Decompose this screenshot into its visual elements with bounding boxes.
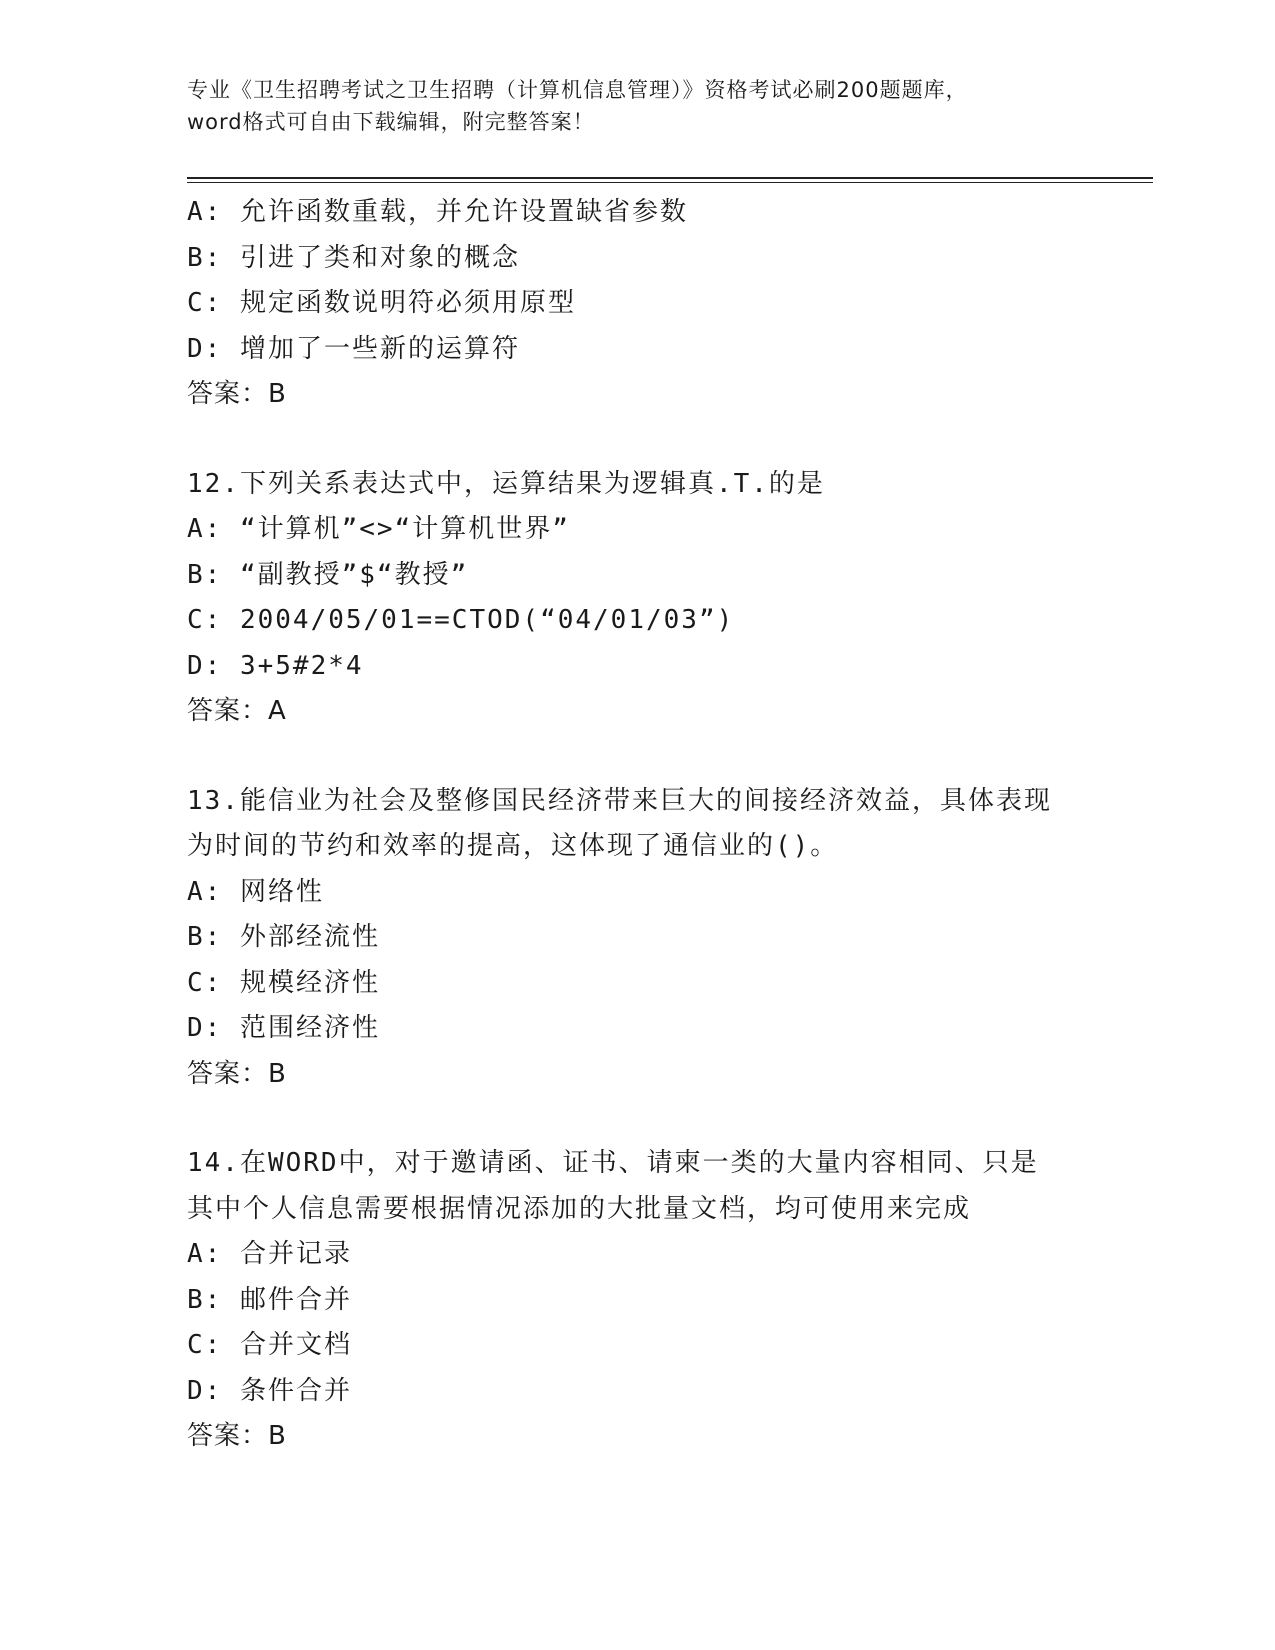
question-stem-line-1: 13.能信业为社会及整修国民经济带来巨大的间接经济效益，具体表现 (187, 785, 1052, 816)
answer: 答案：B (187, 1058, 287, 1089)
question-13 (187, 779, 1087, 1098)
option-b: B: “副教授”$“教授” (187, 559, 469, 590)
option-d: D: 条件合并 (187, 1375, 352, 1406)
option-c: C: 合并文档 (187, 1330, 352, 1360)
option-a: A: “计算机”<>“计算机世界” (187, 514, 570, 544)
answer: 答案：B (187, 379, 287, 409)
question-11 (187, 190, 1087, 418)
option-b: B: 邮件合并 (187, 1284, 352, 1315)
option-c: C: 规定函数说明符必须用原型 (187, 288, 576, 318)
header-divider-thick (187, 177, 1153, 179)
question-stem-line-1: 14.在WORD中，对于邀请函、证书、请柬一类的大量内容相同、只是 (187, 1148, 1039, 1178)
header-title-line-1: 专业《卫生招聘考试之卫生招聘（计算机信息管理）》资格考试必刷200题题库， (187, 78, 968, 102)
option-c: C: 规模经济性 (187, 967, 380, 998)
answer: 答案：A (187, 696, 287, 726)
question-list (187, 190, 1087, 1460)
header-divider-thin (187, 182, 1153, 183)
spacer (187, 418, 1087, 462)
spacer (187, 735, 1087, 779)
option-a: A: 允许函数重载，并允许设置缺省参数 (187, 197, 688, 227)
option-d: D: 3+5#2*4 (187, 650, 364, 681)
question-14 (187, 1141, 1087, 1460)
option-c: C: 2004/05/01==CTOD(“04/01/03”) (187, 605, 735, 635)
question-12 (187, 462, 1087, 735)
header-title-line-2: word格式可自由下载编辑，附完整答案！ (187, 110, 595, 134)
option-a: A: 合并记录 (187, 1239, 352, 1269)
spacer (187, 1097, 1087, 1141)
question-stem-line-2: 为时间的节约和效率的提高，这体现了通信业的()。 (187, 831, 839, 861)
answer: 答案：B (187, 1421, 287, 1451)
option-b: B: 引进了类和对象的概念 (187, 242, 520, 273)
document-header (187, 74, 1087, 138)
option-d: D: 范围经济性 (187, 1013, 380, 1043)
question-stem-line-2: 其中个人信息需要根据情况添加的大批量文档，均可使用来完成 (187, 1193, 972, 1224)
option-b: B: 外部经流性 (187, 922, 380, 952)
option-a: A: 网络性 (187, 876, 324, 907)
question-stem: 12.下列关系表达式中，运算结果为逻辑真.T.的是 (187, 468, 825, 499)
option-d: D: 增加了一些新的运算符 (187, 333, 520, 364)
